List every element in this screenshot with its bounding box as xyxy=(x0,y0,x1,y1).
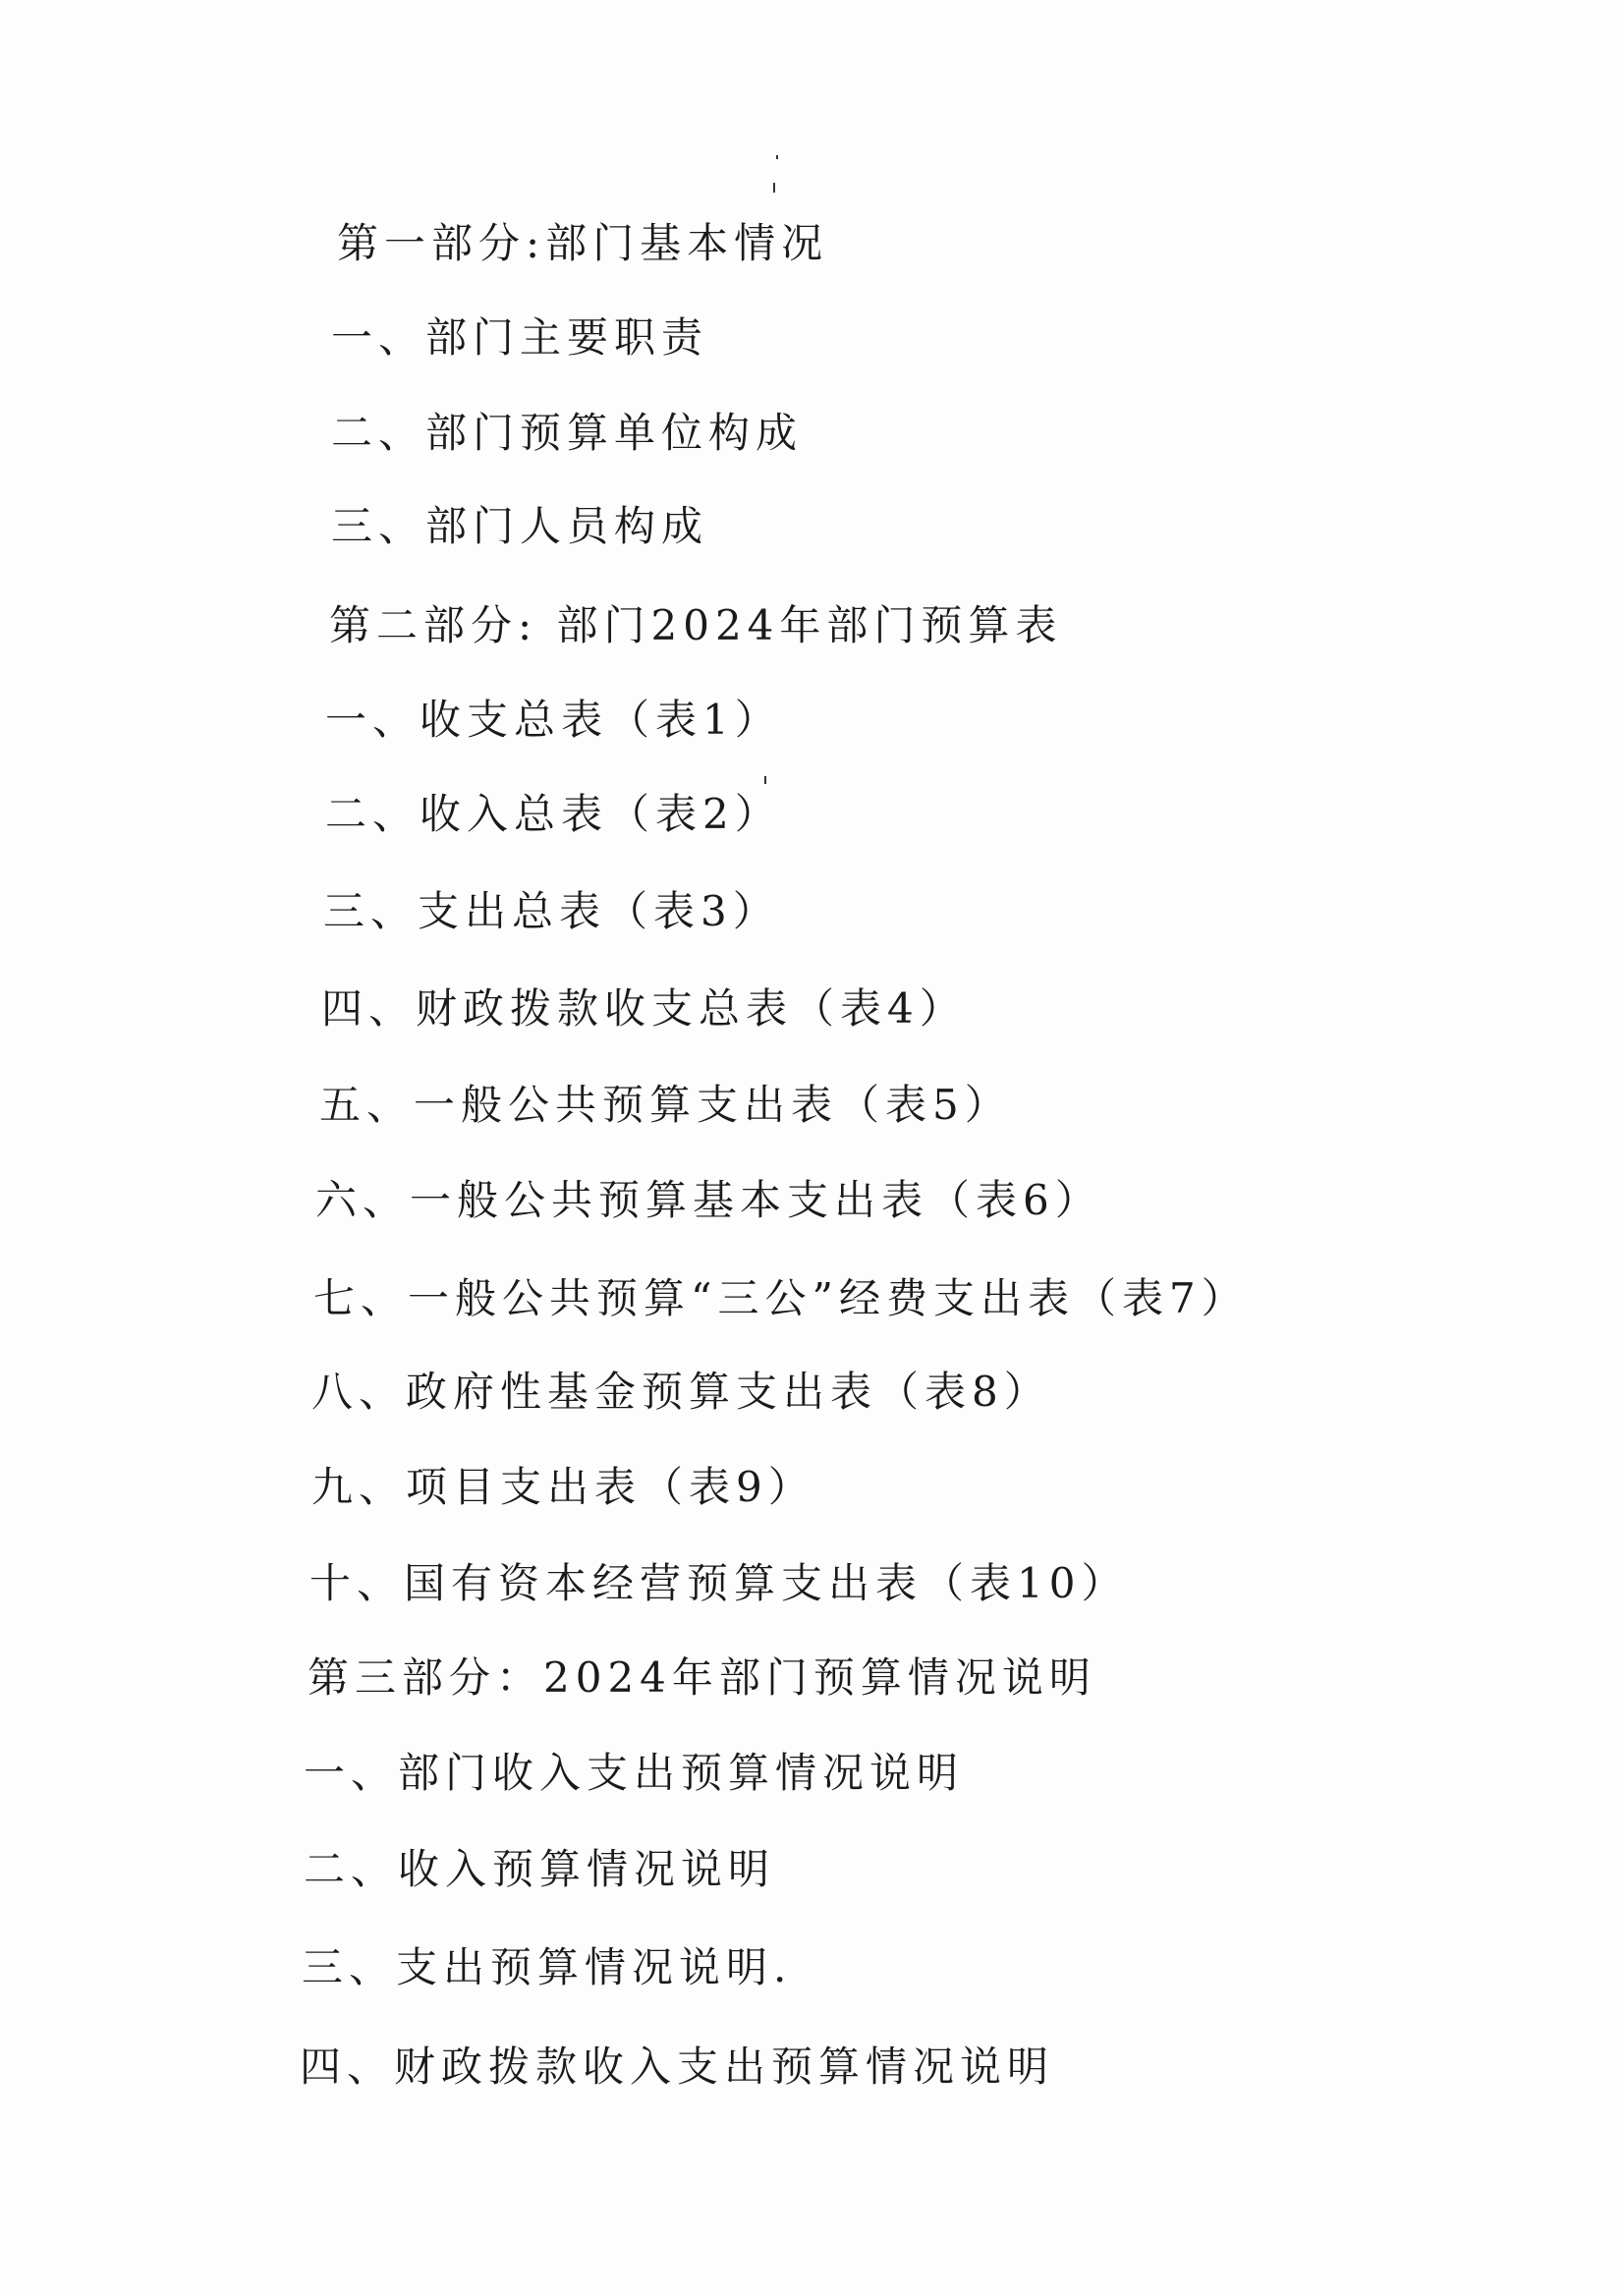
toc-item: 一、部门主要职责 xyxy=(331,313,709,362)
toc-item: 二、部门预算单位构成 xyxy=(331,409,804,457)
toc-item: 十、国有资本经营预算支出表（表10） xyxy=(309,1559,1129,1607)
part2-title: 第二部分: 部门2024年部门预算表 xyxy=(329,601,1063,649)
scan-speck xyxy=(776,155,778,159)
toc-item: 五、一般公共预算支出表（表5） xyxy=(319,1081,1012,1129)
toc-item: 四、财政拨款收入支出预算情况说明 xyxy=(300,2043,1055,2091)
toc-item: 三、支出总表（表3） xyxy=(323,887,780,935)
toc-item: 六、一般公共预算基本支出表（表6） xyxy=(315,1176,1102,1224)
part3-title: 第三部分：2024年部门预算情况说明 xyxy=(308,1653,1096,1702)
toc-item: 一、收支总表（表1） xyxy=(325,696,782,744)
toc-item: 七、一般公共预算“三公”经费支出表（表7） xyxy=(313,1274,1249,1322)
toc-item: 八、政府性基金预算支出表（表8） xyxy=(311,1368,1051,1416)
toc-item: 二、收入预算情况说明 xyxy=(304,1845,776,1893)
toc-item: 九、项目支出表（表9） xyxy=(311,1463,815,1511)
toc-item: 二、收入总表（表2） xyxy=(325,790,782,838)
scan-speck xyxy=(773,183,775,193)
part1-title: 第一部分:部门基本情况 xyxy=(337,219,829,267)
scan-speck xyxy=(764,776,766,784)
toc-item: 一、部门收入支出预算情况说明 xyxy=(304,1749,965,1797)
toc-item: 四、财政拨款收支总表（表4） xyxy=(321,984,967,1033)
toc-item: 三、部门人员构成 xyxy=(331,502,709,550)
toc-item: 三、支出预算情况说明. xyxy=(302,1943,793,1991)
